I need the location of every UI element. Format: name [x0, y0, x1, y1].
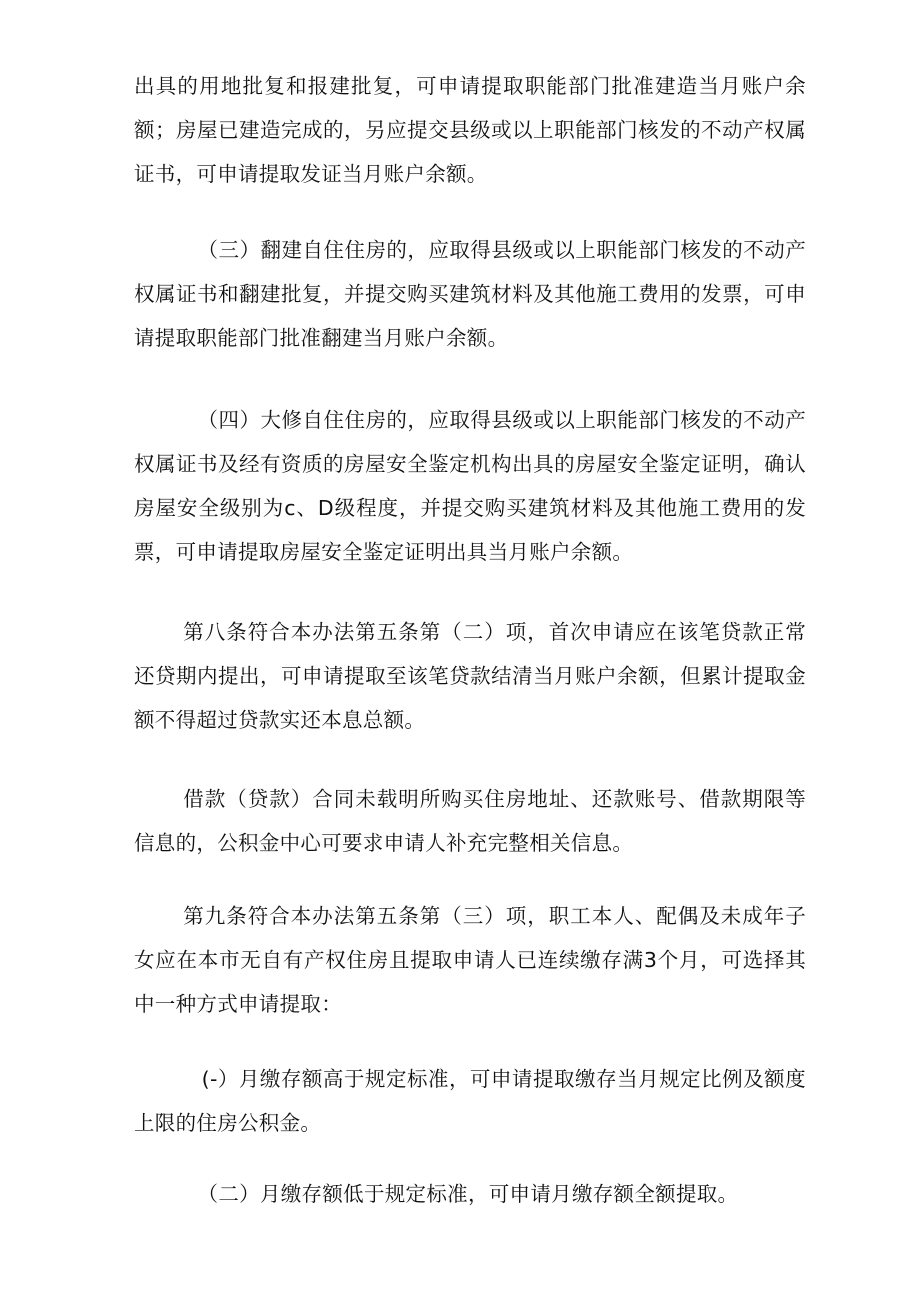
paragraph-item-4-major-repair: （四）大修自住住房的，应取得县级或以上职能部门核发的不动产权属证书及经有资质的房屋安全鉴定机构出具的房屋安全鉴定证明，确认房屋安全级别为c、D级程度，并提交购买建筑材料及其他施工费用的发票，可申请提取房屋安全鉴定证明出具当月账户余额。: [134, 408, 806, 564]
paragraph-item-3-rebuild: （三）翻建自住住房的，应取得县级或以上职能部门核发的不动产权属证书和翻建批复，并提交购买建筑材料及其他施工费用的发票，可申请提取职能部门批准翻建当月账户余额。: [134, 238, 806, 350]
paragraph-item-2-below-standard: （二）月缴存额低于规定标准，可申请月缴存额全额提取。: [197, 1182, 739, 1206]
paragraph-loan-contract-info: 借款（贷款）合同未载明所购买住房地址、还款账号、借款期限等信息的，公积金中心可要求申请人补充完整相关信息。: [134, 787, 806, 855]
paragraph-article-8: 第八条符合本办法第五条第（二）项，首次申请应在该笔贷款正常还贷期内提出，可申请提取至该笔贷款结清当月账户余额，但累计提取金额不得超过贷款实还本息总额。: [134, 620, 806, 732]
paragraph-land-approval-continuation: 出具的用地批复和报建批复，可申请提取职能部门批准建造当月账户余额；房屋已建造完成的，另应提交县级或以上职能部门核发的不动产权属证书，可申请提取发证当月账户余额。: [134, 74, 806, 186]
paragraph-article-9: 第九条符合本办法第五条第（三）项，职工本人、配偶及未成年子女应在本市无自有产权住房且提取申请人已连续缴存满3个月，可选择其中一种方式申请提取：: [134, 904, 806, 1016]
paragraph-item-1-above-standard: (-）月缴存额高于规定标准，可申请提取缴存当月规定比例及额度上限的住房公积金。: [134, 1067, 806, 1135]
